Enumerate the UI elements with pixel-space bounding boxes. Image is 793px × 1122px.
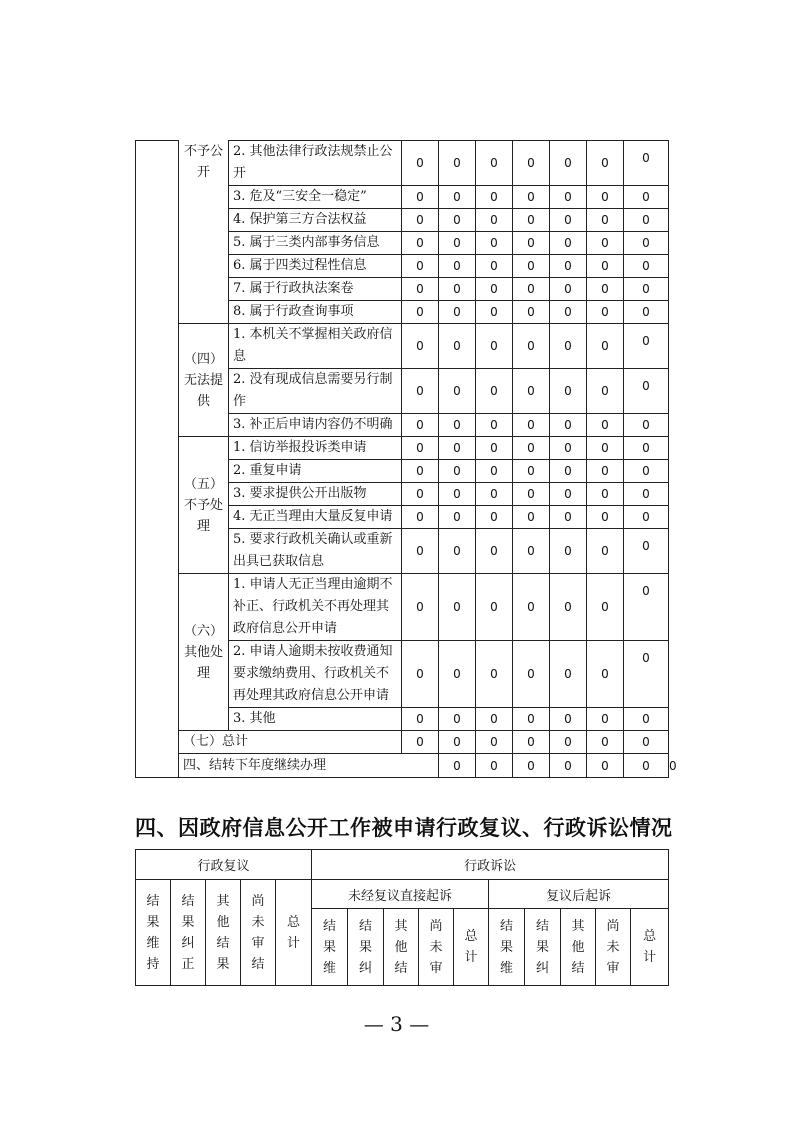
value-cell: 0 xyxy=(587,369,624,414)
value-cell: 0 xyxy=(513,369,550,414)
value-cell: 0 xyxy=(439,141,476,186)
review-col-5: 总 计 xyxy=(276,880,312,986)
value-cell: 0 xyxy=(624,414,669,437)
row-label: 3. 危及“三安全一稳定” xyxy=(229,186,402,209)
row-label: 1. 申请人无正当理由逾期不补正、行政机关不再处理其政府信息公开申请 xyxy=(229,574,402,641)
review-litigation-table xyxy=(135,849,669,986)
value-cell: 0 xyxy=(624,278,669,301)
page-number: — 3 — xyxy=(363,1012,430,1036)
value-cell: 0 xyxy=(476,483,513,506)
value-cell: 0 xyxy=(402,209,439,232)
carry-over-label: 四、结转下年度继续办理 xyxy=(179,754,439,778)
value-cell: 0 xyxy=(513,641,550,708)
row-label: 2. 申请人逾期未按收费通知要求缴纳费用、行政机关不再处理其政府信息公开申请 xyxy=(229,641,402,708)
row-label: 3. 其他 xyxy=(229,708,402,731)
value-cell: 0 xyxy=(439,437,476,460)
value-cell: 0 xyxy=(550,232,587,255)
value-cell: 0 xyxy=(587,506,624,529)
value-cell: 0 xyxy=(513,301,550,324)
row-label: 5. 要求行政机关确认或重新出具已获取信息 xyxy=(229,529,402,574)
value-cell: 0 xyxy=(587,754,624,778)
value-cell: 0 xyxy=(402,369,439,414)
value-cell: 0 xyxy=(402,255,439,278)
value-cell: 0 xyxy=(439,641,476,708)
review-header: 行政复议 xyxy=(136,850,312,880)
value-cell: 0 xyxy=(587,324,624,369)
value-cell: 0 xyxy=(476,232,513,255)
value-cell: 0 xyxy=(624,186,669,209)
value-cell: 0 xyxy=(550,574,587,641)
total-label: （七）总计 xyxy=(179,731,402,754)
value-cell: 0 xyxy=(624,369,669,414)
value-cell: 0 xyxy=(402,141,439,186)
value-cell: 0 xyxy=(550,301,587,324)
value-cell: 0 xyxy=(550,731,587,754)
value-cell: 0 xyxy=(402,414,439,437)
value-cell: 0 xyxy=(624,437,669,460)
row-label: 1. 信访举报投诉类申请 xyxy=(229,437,402,460)
value-cell: 0 xyxy=(402,232,439,255)
value-cell: 0 xyxy=(624,232,669,255)
value-cell: 0 xyxy=(587,437,624,460)
value-cell: 0 xyxy=(476,708,513,731)
value-cell: 0 xyxy=(587,141,624,186)
value-cell: 0 xyxy=(476,754,513,778)
value-cell: 0 xyxy=(439,414,476,437)
group-label-refuse: 不予公开 xyxy=(179,141,229,324)
value-cell: 0 xyxy=(439,324,476,369)
value-cell: 0 xyxy=(513,460,550,483)
value-cell: 0 xyxy=(550,708,587,731)
value-cell: 0 xyxy=(624,574,669,641)
direct-col-5: 总 计 xyxy=(454,909,489,986)
row-label: 2. 其他法律行政法规禁止公开 xyxy=(229,141,402,186)
group-label-other: （六）其他处理 xyxy=(179,574,229,731)
value-cell: 0 xyxy=(439,754,476,778)
value-cell: 0 xyxy=(624,506,669,529)
value-cell: 0 xyxy=(513,209,550,232)
value-cell: 0 xyxy=(402,529,439,574)
value-cell: 0 xyxy=(550,529,587,574)
value-cell: 0 xyxy=(476,641,513,708)
review-col-2: 结 果 纠 正 xyxy=(171,880,206,986)
section-4-title: 四、因政府信息公开工作被申请行政复议、行政诉讼情况 xyxy=(135,816,673,840)
value-cell: 0 xyxy=(550,641,587,708)
value-cell: 0 xyxy=(550,141,587,186)
row-label: 1. 本机关不掌握相关政府信息 xyxy=(229,324,402,369)
value-cell: 0 xyxy=(550,437,587,460)
value-cell: 0 xyxy=(476,209,513,232)
value-cell: 0 xyxy=(550,754,587,778)
value-cell: 0 xyxy=(587,232,624,255)
value-cell: 0 xyxy=(476,574,513,641)
value-cell: 0 xyxy=(587,255,624,278)
value-cell: 0 xyxy=(624,529,669,574)
value-cell: 0 xyxy=(624,301,669,324)
value-cell: 0 xyxy=(550,324,587,369)
value-cell: 0 xyxy=(476,731,513,754)
row-label: 2. 重复申请 xyxy=(229,460,402,483)
table-row xyxy=(136,141,669,186)
outer-blank-cell xyxy=(136,141,179,778)
value-cell: 0 xyxy=(476,437,513,460)
value-cell: 0 xyxy=(476,186,513,209)
value-cell: 0 xyxy=(476,324,513,369)
value-cell: 0 xyxy=(513,754,550,778)
value-cell: 0 xyxy=(402,301,439,324)
value-cell: 0 xyxy=(513,278,550,301)
table-row xyxy=(136,324,669,369)
direct-col-3: 其 他 结 xyxy=(384,909,419,986)
value-cell: 0 xyxy=(587,414,624,437)
after-col-2: 结 果 纠 xyxy=(525,909,561,986)
value-cell: 0 xyxy=(587,278,624,301)
value-cell: 0 xyxy=(476,460,513,483)
review-col-1: 结 果 维 持 xyxy=(136,880,171,986)
value-cell: 0 xyxy=(513,232,550,255)
row-label: 3. 要求提供公开出版物 xyxy=(229,483,402,506)
value-cell: 0 xyxy=(402,483,439,506)
value-cell: 0 xyxy=(513,529,550,574)
value-cell: 0 xyxy=(402,731,439,754)
value-cell: 0 xyxy=(476,141,513,186)
direct-suit-header: 未经复议直接起诉 xyxy=(312,880,489,909)
value-cell: 0 xyxy=(513,324,550,369)
value-cell: 0 xyxy=(476,414,513,437)
value-cell: 0 xyxy=(402,278,439,301)
group-label-no-process: （五）不予处理 xyxy=(179,437,229,574)
row-label: 5. 属于三类内部事务信息 xyxy=(229,232,402,255)
value-cell: 0 xyxy=(513,506,550,529)
value-cell: 0 xyxy=(550,278,587,301)
value-cell: 0 xyxy=(587,460,624,483)
value-cell: 0 xyxy=(587,483,624,506)
value-cell: 0 xyxy=(439,731,476,754)
value-cell: 0 xyxy=(439,278,476,301)
value-cell: 0 xyxy=(513,708,550,731)
row-label: 6. 属于四类过程性信息 xyxy=(229,255,402,278)
value-cell: 0 xyxy=(587,186,624,209)
value-cell: 0 xyxy=(624,209,669,232)
carry-over-row: 四、结转下年度继续办理 0 0 0 0 0 0 0 xyxy=(136,754,669,778)
value-cell: 0 xyxy=(402,641,439,708)
value-cell: 0 xyxy=(402,437,439,460)
value-cell: 0 xyxy=(476,255,513,278)
value-cell: 0 xyxy=(439,209,476,232)
after-col-5: 总 计 xyxy=(631,909,669,986)
total-row xyxy=(136,731,669,754)
value-cell: 0 xyxy=(439,301,476,324)
value-cell: 0 xyxy=(439,529,476,574)
value-cell: 0 xyxy=(439,708,476,731)
value-cell: 0 xyxy=(439,574,476,641)
row-label: 7. 属于行政执法案卷 xyxy=(229,278,402,301)
value-cell: 0 xyxy=(402,574,439,641)
value-cell: 0 xyxy=(513,414,550,437)
value-cell: 0 xyxy=(402,460,439,483)
value-cell: 0 xyxy=(513,574,550,641)
value-cell: 0 xyxy=(476,369,513,414)
value-cell: 0 xyxy=(476,506,513,529)
row-label: 4. 保护第三方合法权益 xyxy=(229,209,402,232)
table-row xyxy=(136,574,669,641)
value-cell: 0 xyxy=(476,301,513,324)
value-cell: 0 xyxy=(587,301,624,324)
value-cell: 0 xyxy=(624,731,669,754)
value-cell: 0 xyxy=(476,278,513,301)
disclosure-results-table xyxy=(135,140,677,778)
row-label: 4. 无正当理由大量反复申请 xyxy=(229,506,402,529)
litigation-header: 行政诉讼 xyxy=(312,850,669,880)
after-col-4: 尚 未 审 xyxy=(596,909,631,986)
value-cell: 0 xyxy=(587,731,624,754)
value-cell: 0 xyxy=(439,255,476,278)
value-cell: 0 xyxy=(439,460,476,483)
value-cell: 0 xyxy=(513,141,550,186)
value-cell: 0 xyxy=(550,255,587,278)
value-cell: 0 xyxy=(550,414,587,437)
value-cell: 0 xyxy=(550,209,587,232)
value-cell: 0 xyxy=(550,186,587,209)
value-cell: 0 xyxy=(624,141,669,186)
value-cell: 0 xyxy=(513,437,550,460)
value-cell: 0 xyxy=(587,641,624,708)
value-cell: 0 xyxy=(550,483,587,506)
value-cell: 0 xyxy=(550,506,587,529)
value-cell: 0 xyxy=(513,255,550,278)
value-cell: 0 xyxy=(550,460,587,483)
value-cell: 0 xyxy=(624,483,669,506)
review-col-4: 尚 未 审 结 xyxy=(241,880,276,986)
value-cell: 0 xyxy=(439,506,476,529)
value-cell: 0 xyxy=(439,186,476,209)
value-cell: 0 xyxy=(402,324,439,369)
after-review-suit-header: 复议后起诉 xyxy=(489,880,669,909)
value-cell: 0 xyxy=(624,324,669,369)
value-cell: 0 xyxy=(513,731,550,754)
table-row xyxy=(136,437,669,460)
value-cell: 0 xyxy=(587,708,624,731)
value-cell: 0 xyxy=(550,369,587,414)
row-label: 8. 属于行政查询事项 xyxy=(229,301,402,324)
value-cell: 0 xyxy=(476,529,513,574)
value-cell: 0 xyxy=(439,369,476,414)
direct-col-4: 尚 未 审 xyxy=(419,909,454,986)
value-cell: 0 xyxy=(402,186,439,209)
value-cell: 0 xyxy=(587,209,624,232)
value-cell: 0 xyxy=(402,708,439,731)
group-label-unable: （四）无法提供 xyxy=(179,324,229,437)
review-col-3: 其 他 结 果 xyxy=(206,880,241,986)
value-cell: 0 xyxy=(439,232,476,255)
value-cell: 0 xyxy=(624,255,669,278)
value-cell: 0 xyxy=(587,529,624,574)
value-cell: 0 xyxy=(624,754,669,778)
direct-col-1: 结 果 维 xyxy=(312,909,348,986)
value-cell: 0 xyxy=(402,506,439,529)
value-cell: 0 xyxy=(624,641,669,708)
after-col-3: 其 他 结 xyxy=(561,909,596,986)
after-col-1: 结 果 维 xyxy=(489,909,525,986)
value-cell: 0 xyxy=(439,483,476,506)
direct-col-2: 结 果 纠 xyxy=(348,909,384,986)
row-label: 3. 补正后申请内容仍不明确 xyxy=(229,414,402,437)
value-cell: 0 xyxy=(624,460,669,483)
value-cell: 0 xyxy=(513,186,550,209)
row-label: 2. 没有现成信息需要另行制作 xyxy=(229,369,402,414)
value-cell: 0 xyxy=(587,574,624,641)
value-cell: 0 xyxy=(624,708,669,731)
value-cell: 0 xyxy=(513,483,550,506)
